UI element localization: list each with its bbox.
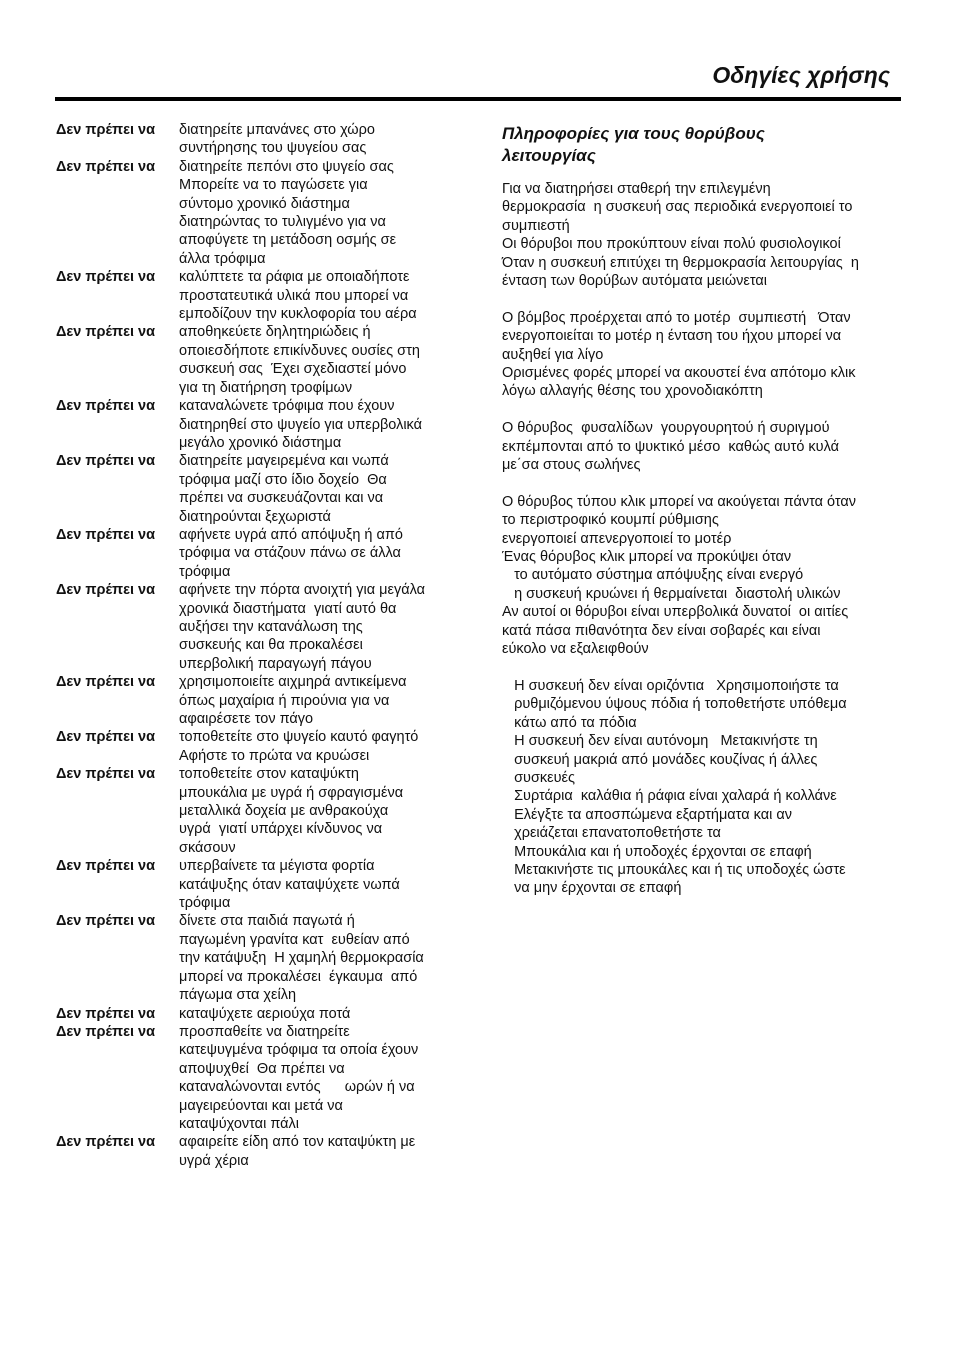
dont-text-line: πρέπει να συσκευάζονται και να	[179, 490, 384, 507]
dont-text-line: πάγωμα στα χείλη	[179, 987, 297, 1004]
dont-item	[56, 1023, 456, 1133]
dont-text	[179, 581, 456, 673]
noise-info-line: Η συσκευή δεν είναι αυτόνομη Μετακινήστε τη	[502, 733, 818, 750]
dont-item	[56, 765, 456, 857]
dont-text-line: συντήρησης του ψυγείου σας	[179, 140, 367, 157]
dont-keyword: Δεν πρέπει να	[56, 324, 156, 341]
noise-info-line: Οι θόρυβοι που προκύπτουν είναι πολύ φυσιολογικοί	[502, 236, 841, 253]
noise-info-line: ενεργοποιεί απενεργοποιεί το μοτέρ	[502, 530, 732, 547]
dont-text-line: αυξήσει την κατανάλωση της	[179, 618, 363, 635]
noise-info-line: Ένας θόρυβος κλικ μπορεί να προκύψει όταν	[502, 549, 792, 566]
dont-text-line: χρονικά διαστήματα γιατί αυτό θα	[179, 600, 397, 617]
dont-text-line: διατηρείτε μαγειρεμένα και νωπά	[179, 453, 389, 470]
dont-keyword: Δεν πρέπει να	[56, 1134, 156, 1151]
dont-item	[56, 158, 456, 268]
dont-text-line: καταναλώνετε τρόφιμα που έχουν	[179, 398, 395, 415]
dont-text-line: άλλα τρόφιμα	[179, 250, 266, 267]
dont-text	[179, 121, 456, 158]
dont-text	[179, 452, 456, 526]
noise-info-line: Για να διατηρήσει σταθερή την επιλεγμένη	[502, 181, 771, 197]
dont-keyword: Δεν πρέπει να	[56, 674, 156, 691]
dont-item	[56, 526, 456, 581]
dont-text	[179, 397, 456, 452]
dont-text-line: μεγάλο χρονικό διάστημα	[179, 434, 342, 451]
noise-info-line: εκπέμπονται από το ψυκτικό μέσο καθώς αυτό κυλά	[502, 438, 840, 455]
dont-item	[56, 121, 456, 158]
dont-text-line: σκάσουν	[179, 839, 236, 856]
noise-info-line: ενεργοποιείται το μοτέρ η ένταση του ήχου μπορεί να	[502, 328, 842, 345]
dont-keyword: Δεν πρέπει να	[56, 453, 156, 470]
dont-text-line: υγρά γιατί υπάρχει κίνδυνος να	[179, 821, 383, 838]
noise-info-line: ένταση των θορύβων αυτόματα μειώνεται	[502, 273, 768, 290]
noise-info-heading-line: Πληροφορίες για τους θορύβους	[502, 124, 765, 143]
dont-text-line: διατηρείτε μπανάνες στο χώρο	[179, 122, 375, 138]
noise-info-section	[502, 121, 902, 898]
dont-text	[179, 1005, 456, 1023]
dont-text-line: καταψύχονται πάλι	[179, 1115, 299, 1132]
dont-text-line: καταναλώνονται εντός ωρών ή να	[179, 1079, 415, 1096]
dont-text	[179, 728, 456, 765]
dont-text-line: κατεψυγμένα τρόφιμα τα οποία έχουν	[179, 1042, 419, 1059]
dont-text	[179, 857, 456, 912]
dont-text-line: αφήνετε υγρά από απόψυξη ή από	[179, 526, 403, 543]
dont-keyword: Δεν πρέπει να	[56, 1023, 156, 1040]
donts-list	[56, 121, 456, 1170]
dont-keyword: Δεν πρέπει να	[56, 269, 156, 286]
dont-keyword: Δεν πρέπει να	[56, 122, 156, 138]
dont-keyword: Δεν πρέπει να	[56, 766, 156, 783]
dont-text	[179, 323, 456, 397]
dont-item	[56, 673, 456, 728]
paragraph-gap	[502, 290, 902, 308]
dont-text-line: καταψύχετε αεριούχα ποτά	[179, 1005, 351, 1022]
dont-text-line: μαγειρεύονται και μετά να	[179, 1097, 343, 1114]
noise-info-line: Συρτάρια καλάθια ή ράφια είναι χαλαρά ή κολλάνε	[502, 788, 837, 805]
noise-info-line: Όταν η συσκευή επιτύχει τη θερμοκρασία λειτουργίας η	[502, 254, 859, 271]
dont-text-line: προστατευτικά υλικά που μπορεί να	[179, 287, 409, 304]
noise-info-line: εύκολο να εξαλειφθούν	[502, 641, 649, 658]
dont-item	[56, 452, 456, 526]
noise-info-line: Ο βόμβος προέρχεται από το μοτέρ συμπιεστή Όταν	[502, 309, 851, 326]
dont-text-line: τρόφιμα να στάζουν πάνω σε άλλα	[179, 545, 401, 562]
dont-text-line: μπορεί να προκαλέσει έγκαυμα από	[179, 968, 418, 985]
dont-text-line: συσκευής και θα προκαλέσει	[179, 637, 363, 654]
noise-info-line: Μπουκάλια και ή υποδοχές έρχονται σε επαφή	[502, 843, 812, 860]
dont-keyword: Δεν πρέπει να	[56, 582, 156, 599]
dont-text-line: αφαιρέσετε τον πάγο	[179, 711, 314, 727]
dont-keyword: Δεν πρέπει να	[56, 526, 156, 543]
noise-info-line: Αν αυτοί οι θόρυβοι είναι υπερβολικά δυνατοί οι αιτίες	[502, 604, 849, 621]
dont-text-line: εμποδίζουν την κυκλοφορία του αέρα	[179, 306, 417, 323]
noise-info-heading	[502, 123, 902, 167]
dont-keyword: Δεν πρέπει να	[56, 913, 156, 930]
dont-text-line: αφαιρείτε είδη από τον καταψύκτη με	[179, 1134, 416, 1151]
dont-text-line: αποψυχθεί Θα πρέπει να	[179, 1060, 345, 1077]
noise-info-line: συσκευές	[502, 769, 576, 786]
noise-info-line: με΄σα στους σωλήνες	[502, 457, 641, 474]
dont-text	[179, 912, 456, 1004]
dont-item	[56, 397, 456, 452]
dont-keyword: Δεν πρέπει να	[56, 858, 156, 875]
header-rule	[55, 97, 901, 101]
dont-item	[56, 323, 456, 397]
dont-text-line: κατάψυξης όταν καταψύχετε νωπά	[179, 876, 400, 893]
noise-info-line: Η συσκευή δεν είναι οριζόντια Χρησιμοποιήστε τα	[502, 677, 839, 694]
noise-info-heading-line: λειτουργίας	[502, 146, 596, 165]
noise-info-line: λόγω αλλαγής θέσης του χρονοδιακόπτη	[502, 383, 763, 400]
dont-text-line: διατηρείτε πεπόνι στο ψυγείο σας	[179, 158, 394, 175]
dont-text-line: οποιεσδήποτε επικίνδυνες ουσίες στη	[179, 342, 420, 359]
dont-text-line: τρόφιμα μαζί στο ίδιο δοχείο Θα	[179, 471, 387, 488]
noise-info-line: Ο θόρυβος φυσαλίδων γουργουρητού ή συριγμού	[502, 420, 830, 437]
dont-item	[56, 857, 456, 912]
noise-info-line: να μην έρχονται σε επαφή	[502, 880, 682, 897]
dont-keyword: Δεν πρέπει να	[56, 398, 156, 415]
noise-info-line: Ελέγξτε τα αποσπώμενα εξαρτήματα και αν	[502, 806, 792, 823]
noise-info-line: η συσκευή κρυώνει ή θερμαίνεται διαστολή υλικών	[502, 585, 841, 602]
noise-info-line: κάτω από τα πόδια	[502, 714, 637, 731]
dont-text-line: προσπαθείτε να διατηρείτε	[179, 1023, 350, 1040]
page-title: Οδηγίες χρήσης	[712, 62, 890, 88]
dont-item	[56, 268, 456, 323]
dont-text	[179, 268, 456, 323]
noise-info-body	[502, 180, 902, 898]
paragraph-gap	[502, 401, 902, 419]
dont-text-line: υπερβολική παραγωγή πάγου	[179, 655, 372, 672]
dont-text-line: τοποθετείτε στο ψυγείο καυτό φαγητό	[179, 729, 419, 746]
dont-text-line: χρησιμοποιείτε αιχμηρά αντικείμενα	[179, 674, 407, 691]
dont-text	[179, 1023, 456, 1133]
noise-info-line: συμπιεστή	[502, 217, 570, 234]
dont-text-line: Μπορείτε να το παγώσετε για	[179, 177, 368, 194]
dont-item	[56, 1005, 456, 1023]
dont-item	[56, 1133, 456, 1170]
noise-info-line: Μετακινήστε τις μπουκάλες και ή τις υποδοχές ώστε	[502, 861, 846, 878]
dont-text-line: διατηρούνται ξεχωριστά	[179, 508, 331, 525]
dont-text-line: δίνετε στα παιδιά παγωτά ή	[179, 913, 355, 930]
noise-info-line: το περιστροφικό κουμπί ρύθμισης	[502, 512, 719, 529]
dont-text-line: τοποθετείτε στον καταψύκτη	[179, 766, 359, 783]
dont-text-line: όπως μαχαίρια ή πιρούνια για να	[179, 692, 390, 709]
dont-text-line: αποφύγετε τη μετάδοση οσμής σε	[179, 232, 397, 249]
noise-info-line: κατά πάσα πιθανότητα δεν είναι σοβαρές και είναι	[502, 622, 821, 639]
dont-keyword: Δεν πρέπει να	[56, 1005, 156, 1022]
dont-text-line: σύντομο χρονικό διάστημα	[179, 195, 350, 212]
paragraph-gap	[502, 659, 902, 677]
noise-info-line: συσκευή μακριά από μονάδες κουζίνας ή άλλες	[502, 751, 818, 768]
dont-text	[179, 673, 456, 728]
dont-item	[56, 581, 456, 673]
noise-info-line: Ο θόρυβος τύπου κλικ μπορεί να ακούγεται πάντα όταν	[502, 493, 857, 510]
dont-text-line: Αφήστε το πρώτα να κρυώσει	[179, 747, 370, 764]
dont-text	[179, 158, 456, 268]
dont-text	[179, 765, 456, 857]
dont-text	[179, 526, 456, 581]
noise-info-line: αυξηθεί για λίγο	[502, 346, 604, 363]
dont-text-line: συσκευή σας Έχει σχεδιαστεί μόνο	[179, 361, 407, 378]
dont-item	[56, 912, 456, 1004]
dont-text	[179, 1133, 456, 1170]
dont-text-line: αποθηκεύετε δηλητηριώδεις ή	[179, 324, 371, 341]
dont-text-line: τρόφιμα	[179, 895, 231, 912]
dont-text-line: αφήνετε την πόρτα ανοιχτή για μεγάλα	[179, 582, 425, 599]
dont-text-line: υγρά χέρια	[179, 1152, 249, 1169]
noise-info-line: ρυθμιζόμενου ύψους πόδια ή τοποθετήστε υπόθεμα	[502, 696, 847, 713]
dont-text-line: παγωμένη γρανίτα κατ ευθείαν από	[179, 931, 410, 948]
dont-text-line: την κατάψυξη Η χαμηλή θερμοκρασία	[179, 950, 424, 967]
dont-keyword: Δεν πρέπει να	[56, 158, 156, 175]
noise-info-line: Ορισμένες φορές μπορεί να ακουστεί ένα απότομο κλικ	[502, 365, 856, 382]
dont-text-line: υπερβαίνετε τα μέγιστα φορτία	[179, 858, 375, 875]
dont-text-line: διατηρώντας το τυλιγμένο για να	[179, 214, 386, 231]
dont-text-line: διατηρηθεί στο ψυγείο για υπερβολικά	[179, 416, 423, 433]
paragraph-gap	[502, 474, 902, 492]
noise-info-line: χρειάζεται επανατοποθετήστε τα	[502, 825, 721, 842]
dont-text-line: καλύπτετε τα ράφια με οποιαδήποτε	[179, 269, 410, 286]
dont-text-line: τρόφιμα	[179, 563, 231, 580]
dont-keyword: Δεν πρέπει να	[56, 729, 156, 746]
dont-text-line: μπουκάλια με υγρά ή σφραγισμένα	[179, 784, 404, 801]
noise-info-line: το αυτόματο σύστημα απόψυξης είναι ενεργό	[502, 567, 804, 584]
dont-text-line: μεταλλικά δοχεία με ανθρακούχα	[179, 803, 389, 820]
dont-text-line: για τη διατήρηση τροφίμων	[179, 379, 353, 396]
dont-item	[56, 728, 456, 765]
noise-info-line: θερμοκρασία η συσκευή σας περιοδικά ενεργοποιεί το	[502, 199, 853, 216]
